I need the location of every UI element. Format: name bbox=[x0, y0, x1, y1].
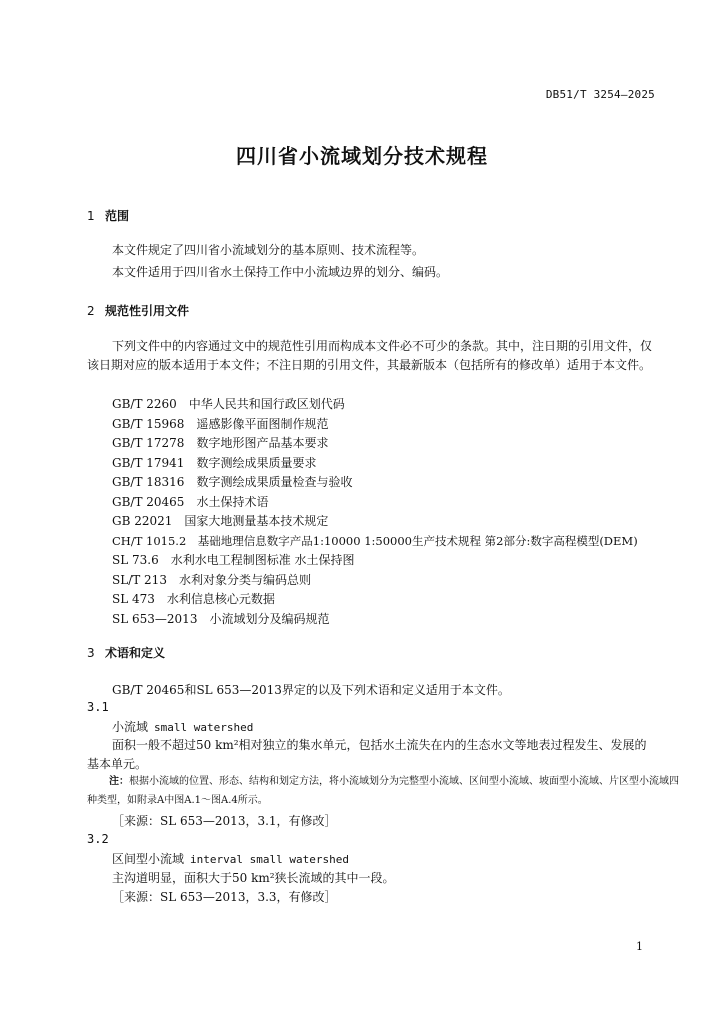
term-2-name bbox=[112, 850, 349, 867]
term-1-name bbox=[112, 718, 253, 735]
section-3-number: 3 bbox=[87, 646, 95, 660]
section-2-intro: 下列文件中的内容通过文中的规范性引用而构成本文件必不可少的条款。其中，注日期的引用文件，仅该日期对应的版本适用于本文件；不注日期的引用文件，其最新版本（包括所有的修改单）适用于本文件。 bbox=[87, 339, 653, 372]
reference-item: SL/T 213 水利对象分类与编码总则 bbox=[112, 572, 311, 587]
reference-item: GB/T 18316 数字测绘成果质量检查与验收 bbox=[112, 475, 353, 489]
reference-item: SL 473 水利信息核心元数据 bbox=[112, 592, 275, 606]
term-2-source: ［来源：SL 653—2013，3.3，有修改］ bbox=[112, 890, 337, 904]
standard-code: DB51/T 3254—2025 bbox=[545, 88, 655, 101]
term-2-name-cn: 区间型小流域 bbox=[112, 852, 185, 866]
term-2-number: 3.2 bbox=[87, 832, 109, 846]
term-1-name-en: small watershed bbox=[154, 721, 254, 734]
section-3-intro: GB/T 20465和SL 653—2013界定的以及下列术语和定义适用于本文件。 bbox=[112, 683, 510, 697]
reference-item: GB/T 17278 数字地形图产品基本要求 bbox=[112, 436, 329, 450]
reference-item: GB 22021 国家大地测量基本技术规定 bbox=[112, 514, 329, 528]
term-1-number: 3.1 bbox=[87, 700, 109, 714]
note-text: 根据小流域的位置、形态、结构和划定方法，将小流域划分为完整型小流域、区间型小流域、坡面型小流域、片区型小流域四种类型，如附录A中图A.1～图A.4所示。 bbox=[87, 776, 679, 806]
section-1-heading bbox=[87, 207, 129, 224]
term-1-name-cn: 小流域 bbox=[112, 720, 149, 734]
reference-item: SL 73.6 水利水电工程制图标准 水土保持图 bbox=[112, 553, 355, 567]
reference-list bbox=[112, 395, 638, 629]
page-number: 1 bbox=[636, 940, 643, 953]
reference-item: CH/T 1015.2 基础地理信息数字产品1:10000 1:50000生产技术规程 第2部分:数字高程模型(DEM) bbox=[112, 533, 638, 548]
term-1-source: ［来源：SL 653—2013，3.1，有修改］ bbox=[112, 814, 337, 828]
section-2-title: 规范性引用文件 bbox=[105, 304, 190, 318]
term-1-definition: 面积一般不超过50 km²相对独立的集水单元，包括水土流失在内的生态水文等地表过程发生、发展的基本单元。 bbox=[87, 738, 647, 771]
section-3-heading bbox=[87, 644, 165, 661]
reference-item: GB/T 15968 遥感影像平面图制作规范 bbox=[112, 416, 329, 431]
term-1-note bbox=[87, 772, 685, 810]
section-1-line-1: 本文件规定了四川省小流域划分的基本原则、技术流程等。 bbox=[112, 243, 425, 257]
reference-item: GB/T 17941 数字测绘成果质量要求 bbox=[112, 455, 317, 470]
document-title: 四川省小流域划分技术规程 bbox=[236, 144, 488, 168]
reference-item: GB/T 2260 中华人民共和国行政区划代码 bbox=[112, 397, 345, 411]
note-label: 注： bbox=[109, 776, 129, 787]
section-1-number: 1 bbox=[87, 209, 95, 223]
section-3-title: 术语和定义 bbox=[105, 646, 166, 660]
section-2-number: 2 bbox=[87, 304, 95, 318]
term-2-name-en: interval small watershed bbox=[190, 853, 349, 866]
section-2-heading bbox=[87, 302, 189, 319]
section-1-title: 范围 bbox=[105, 209, 130, 223]
reference-item: SL 653—2013 小流域划分及编码规范 bbox=[112, 611, 330, 626]
reference-item: GB/T 20465 水土保持术语 bbox=[112, 494, 269, 509]
section-1-line-2: 本文件适用于四川省水土保持工作中小流域边界的划分、编码。 bbox=[112, 265, 449, 279]
term-2-definition: 主沟道明显，面积大于50 km²狭长流域的其中一段。 bbox=[112, 871, 395, 885]
